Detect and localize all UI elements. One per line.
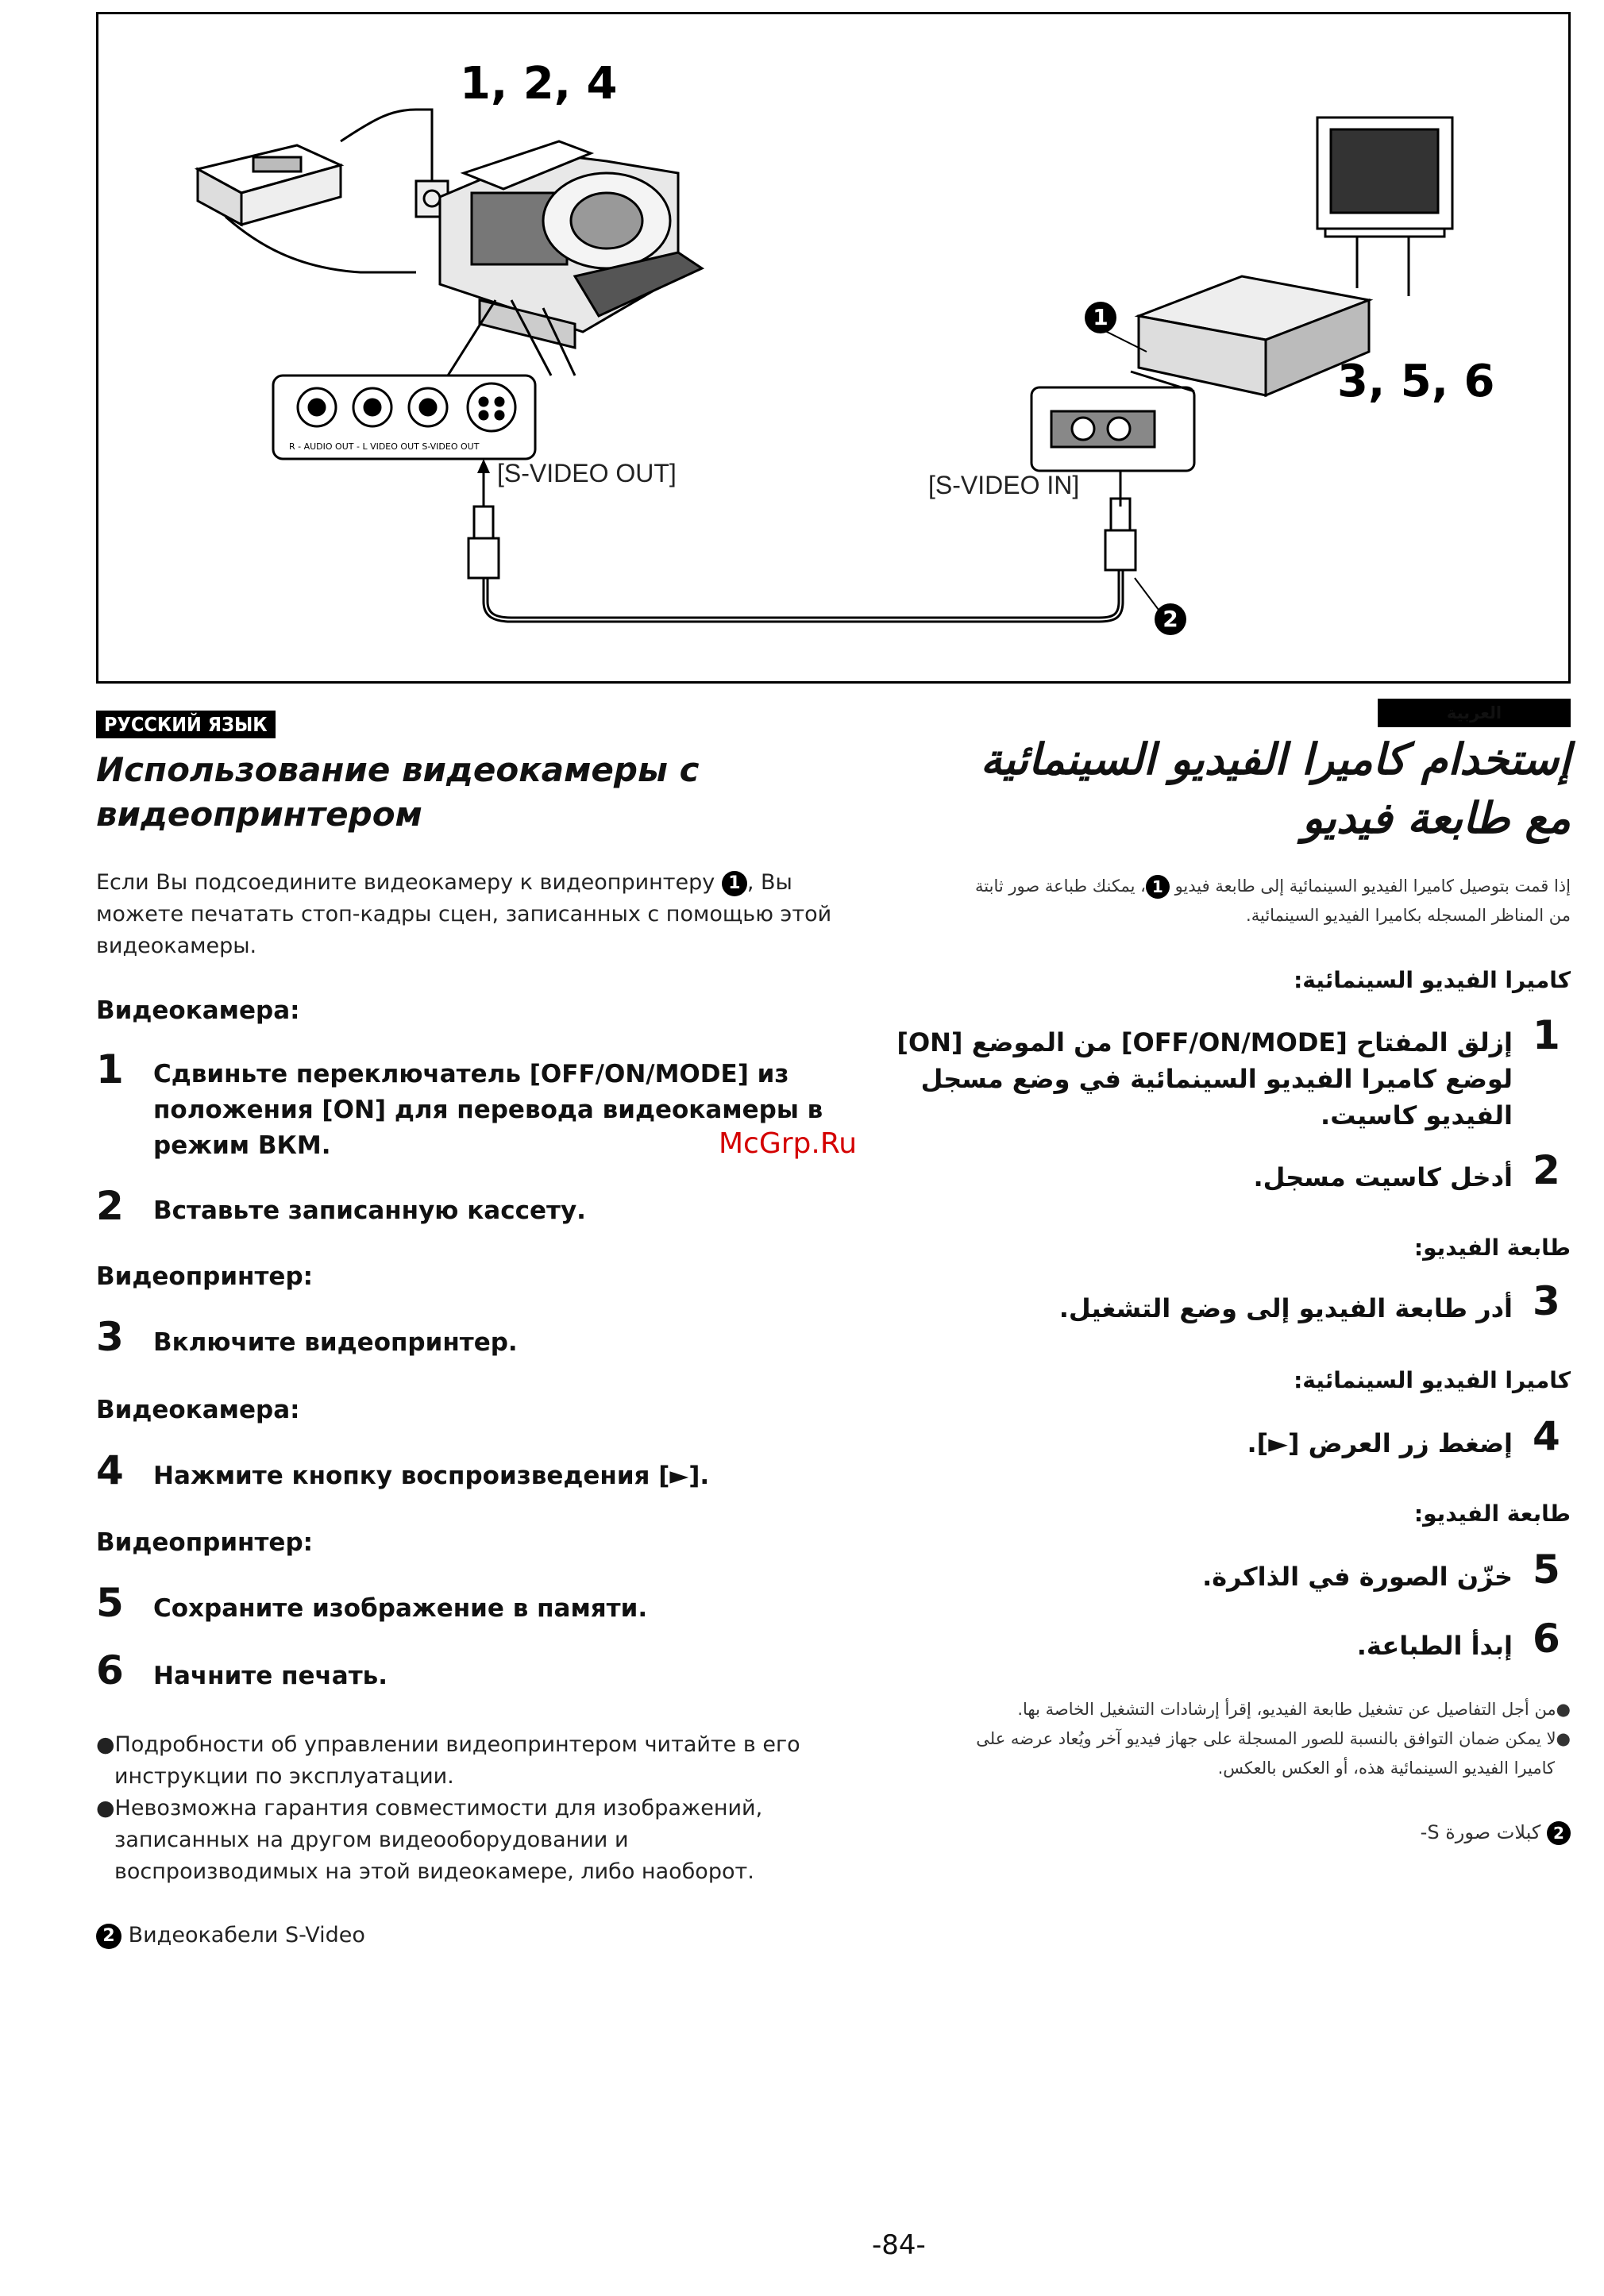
arabic-cable-note [1421,1818,1571,1847]
dc-cable [226,217,416,272]
jack-labels: R - AUDIO OUT - L VIDEO OUT S-VIDEO OUT [289,441,480,452]
page-number: -84- [872,2229,926,2261]
arabic-step6-number: 6 [1533,1616,1560,1662]
arabic-step4-number: 4 [1533,1413,1560,1459]
russian-step1-line3: режим ВКМ. [153,1131,331,1160]
video-printer-icon [1131,276,1369,395]
russian-heading-camcorder-1: Видеокамера: [96,996,300,1025]
printer-input-panel [1031,387,1194,471]
arabic-step1-line3: الفيديو كاسيت. [1321,1100,1513,1131]
arabic-title-line1: إستخدام كاميرا الفيديو السينمائية [980,734,1571,784]
russian-note1-line1: ●Подробности об управлении видеопринтером читайте в его [96,1732,800,1757]
russian-step1-number: 1 [96,1046,124,1092]
russian-intro-text-a: Если Вы подсоедините видеокамеру к видеопринтеру [96,870,715,895]
russian-cable-text: Видеокабели S-Video [128,1923,365,1947]
arabic-intro-text-b: ، يمكنك طباعة صور ثابتة [975,876,1146,896]
power-plug-icon [341,110,448,217]
russian-note2-line1: ●Невозможна гарантия совместимости для изображений, [96,1796,763,1820]
connection-diagram [96,12,1571,684]
russian-language-badge: РУССКИЙ ЯЗЫК [96,711,276,738]
arabic-step3-number: 3 [1533,1278,1560,1324]
arabic-step2-text: أدخل كاسيت مسجل. [1253,1162,1513,1192]
tv-monitor-icon [1317,117,1452,237]
callout-2-marker: 2 [1155,603,1186,635]
russian-intro-text-b: , Вы [746,870,792,895]
arabic-heading-printer-1: طابعة الفيديو: [1413,1235,1571,1261]
watermark: McGrp.Ru [719,1127,858,1160]
arabic-note2-line1: ●لا يمكن ضمان التوافق بالنسبة للصور المسجلة على جهاز فيديو آخر ويُعاد عرضه على [976,1729,1571,1748]
arabic-language-badge: العربية [1378,699,1571,727]
s-video-in-label: [S-VIDEO IN] [928,471,1080,499]
arabic-intro-line1 [975,872,1571,900]
arabic-step1-number: 1 [1533,1012,1560,1058]
russian-step3-text: Включите видеопринтер. [153,1328,518,1357]
russian-step5-number: 5 [96,1580,124,1626]
russian-intro-line1 [96,867,792,899]
russian-step5-text: Сохраните изображение в памяти. [153,1594,648,1623]
arabic-step1-line1: إزلق المفتاح [OFF/ON/MODE] من الموضع [ON] [896,1027,1513,1057]
russian-cable-note [96,1920,365,1951]
ac-adaptor-icon [198,145,341,225]
russian-intro-line3: видеокамеры. [96,934,257,958]
arabic-intro-text-a: إذا قمت بتوصيل كاميرا الفيديو السينمائية إلى طابعة فيديو [1174,876,1571,896]
camcorder-icon [440,141,702,348]
arabic-heading-camcorder-2: كاميرا الفيديو السينمائية: [1294,1367,1571,1393]
arabic-cable-marker: 2 [1547,1821,1571,1845]
russian-title-line1: Использование видеокамеры с [96,750,700,789]
arabic-intro-line2: من المناظر المسجله بكاميرا الفيديو السينمائية. [1246,906,1571,925]
monitor-cable [1357,237,1409,296]
russian-heading-printer-2: Видеопринтер: [96,1528,314,1557]
russian-step2-number: 2 [96,1183,124,1229]
arabic-step5-text: خزّن الصورة في الذاكرة. [1202,1562,1513,1592]
russian-intro-marker: 1 [722,871,747,896]
arabic-heading-camcorder-1: كاميرا الفيديو السينمائية: [1294,967,1571,993]
arabic-step2-number: 2 [1533,1147,1560,1193]
arabic-cable-text: كبلات صورة S- [1420,1821,1541,1843]
arabic-note1: ●من أجل التفاصيل عن تشغيل طابعة الفيديو، إقرأ إرشادات التشغيل الخاصة بها. [1017,1700,1571,1719]
russian-heading-printer-1: Видеопринтер: [96,1262,314,1291]
russian-step6-number: 6 [96,1647,124,1693]
russian-step6-text: Начните печать. [153,1662,388,1690]
russian-step4-number: 4 [96,1447,124,1493]
connection-illustration [98,14,1573,686]
arabic-step6-text: إبدأ الطباعة. [1356,1631,1513,1661]
russian-note1-line2: инструкции по эксплуатации. [114,1764,454,1789]
russian-title-line2: видеопринтером [96,795,422,834]
russian-heading-camcorder-2: Видеокамера: [96,1396,300,1424]
russian-step2-text: Вставьте записанную кассету. [153,1196,586,1225]
russian-note2-line3: воспроизводимых на этой видеокамере, либо наоборот. [114,1859,754,1884]
arabic-intro-marker: 1 [1146,875,1170,899]
arabic-title-line2: مع طابعة فيديو [1301,793,1571,843]
arabic-heading-printer-2: طابعة الفيديو: [1413,1500,1571,1527]
camcorder-steps-label: 1, 2, 4 [460,58,618,110]
russian-cable-marker: 2 [96,1924,121,1949]
callout-1-marker: 1 [1085,302,1116,333]
printer-steps-label: 3, 5, 6 [1337,356,1495,407]
russian-step1-line1: Сдвиньте переключатель [OFF/ON/MODE] из [153,1060,789,1088]
arabic-step5-number: 5 [1533,1547,1560,1593]
arrow-up-icon [477,459,490,473]
arabic-note2-line2: كاميرا الفيديو السينمائية هذه، أو العكس بالعكس. [1217,1759,1555,1778]
s-video-out-label: [S-VIDEO OUT] [497,459,677,487]
russian-step4-text: Нажмите кнопку воспроизведения [►]. [153,1462,710,1490]
arabic-step3-text: أدر طابعة الفيديو إلى وضع التشغيل. [1058,1293,1513,1323]
arabic-step4-text: إضغط زر العرض [►]. [1247,1428,1513,1458]
russian-step1-line2: положения [ON] для перевода видеокамеры в [153,1096,823,1124]
russian-intro-line2: можете печатать стоп-кадры сцен, записанных с помощью этой [96,902,832,926]
russian-note2-line2: записанных на другом видеооборудовании и [114,1828,629,1852]
arabic-step1-line2: لوضع كاميرا الفيديو السينمائية في وضع مسجل [920,1064,1513,1094]
s-video-cable [468,499,1136,622]
russian-step3-number: 3 [96,1314,124,1360]
